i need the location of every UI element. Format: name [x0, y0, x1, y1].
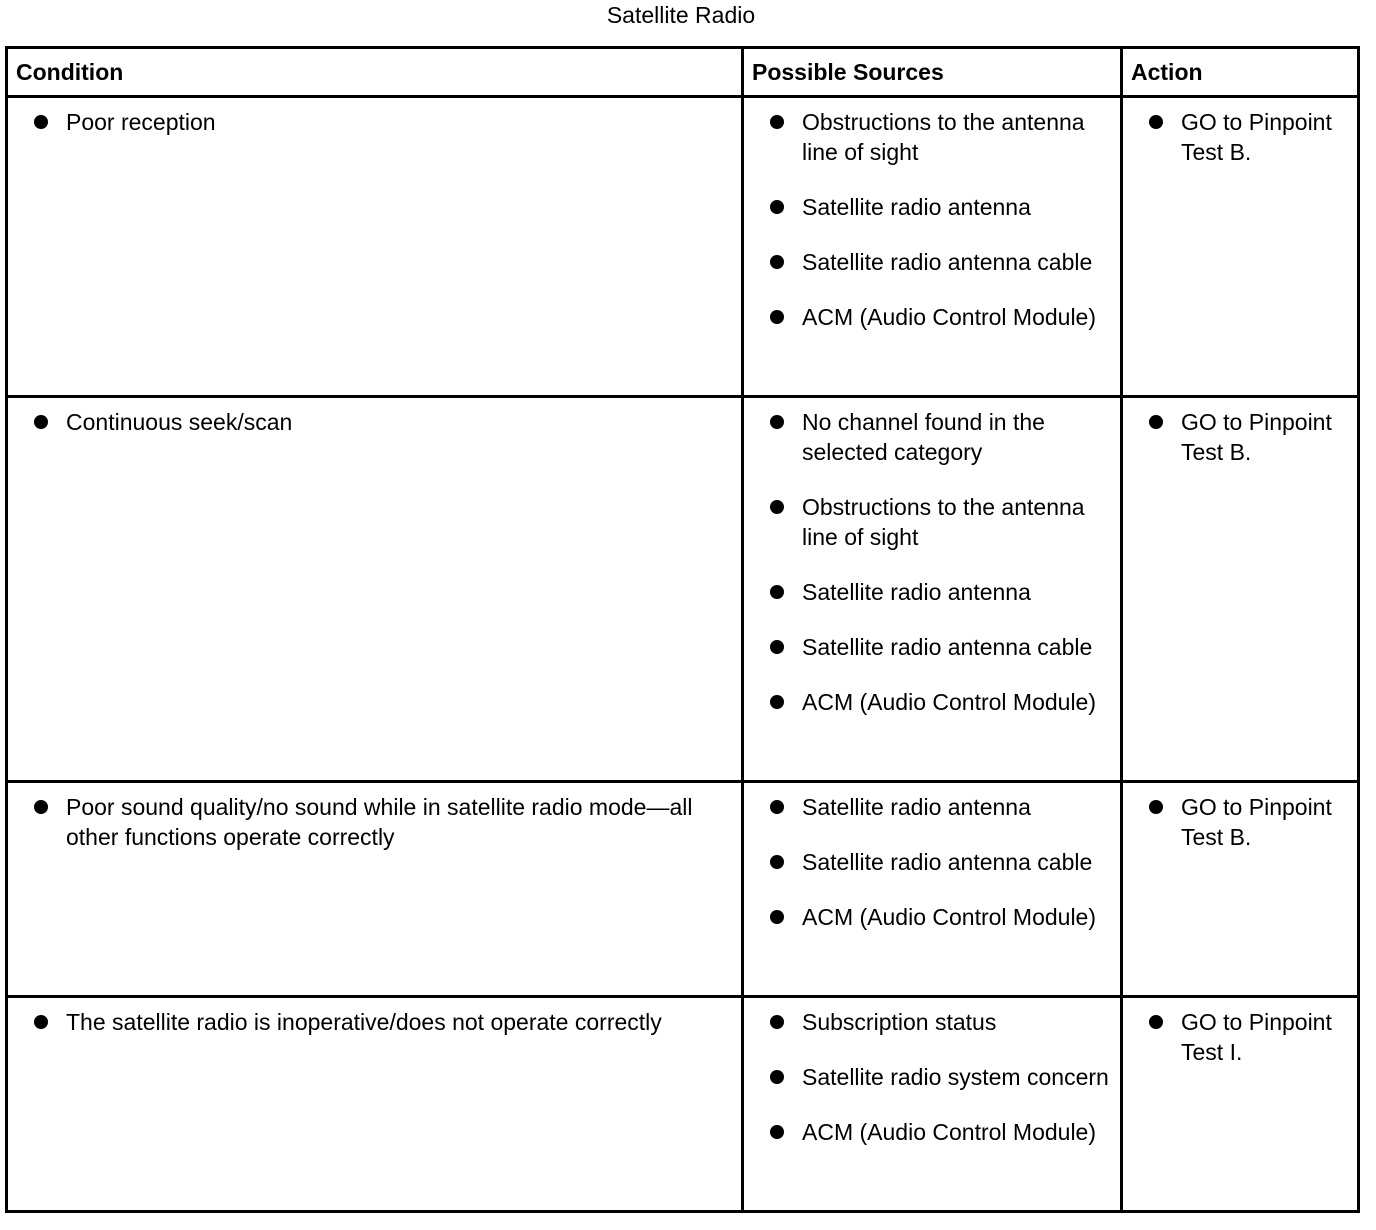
bullet-icon	[34, 800, 48, 814]
source-text: Satellite radio antenna	[802, 794, 1031, 820]
source-text: No channel found in the selected category	[802, 409, 1045, 465]
list-item	[744, 247, 1114, 277]
action-cell	[1122, 97, 1359, 397]
bullet-icon	[770, 695, 784, 709]
condition-cell	[7, 782, 743, 997]
header-action: Action	[1122, 48, 1359, 97]
bullet-icon	[770, 1125, 784, 1139]
source-text: ACM (Audio Control Module)	[802, 689, 1097, 715]
table-row	[7, 397, 1359, 782]
list-item	[1123, 1007, 1351, 1067]
table-row	[7, 782, 1359, 997]
condition-text: The satellite radio is inoperative/does not operate correctly	[66, 1009, 662, 1035]
list-item	[8, 1007, 735, 1037]
bullet-icon	[1149, 415, 1163, 429]
source-text: Satellite radio antenna cable	[802, 849, 1093, 875]
sources-cell	[743, 997, 1122, 1212]
condition-cell	[7, 997, 743, 1212]
bullet-icon	[1149, 115, 1163, 129]
source-text: Obstructions to the antenna line of sight	[802, 494, 1085, 550]
bullet-icon	[1149, 1015, 1163, 1029]
list-item	[744, 792, 1114, 822]
bullet-icon	[770, 310, 784, 324]
source-text: Satellite radio antenna	[802, 579, 1031, 605]
source-text: Satellite radio system concern	[802, 1064, 1109, 1090]
bullet-icon	[770, 255, 784, 269]
source-text: Subscription status	[802, 1009, 997, 1035]
condition-text: Continuous seek/scan	[66, 409, 293, 435]
source-text: ACM (Audio Control Module)	[802, 904, 1097, 930]
source-text: Satellite radio antenna	[802, 194, 1031, 220]
bullet-icon	[770, 800, 784, 814]
bullet-icon	[770, 1070, 784, 1084]
condition-cell	[7, 397, 743, 782]
bullet-icon	[770, 500, 784, 514]
action-cell	[1122, 397, 1359, 782]
list-item	[744, 847, 1114, 877]
list-item	[744, 632, 1114, 662]
source-text: Obstructions to the antenna line of sight	[802, 109, 1085, 165]
bullet-icon	[770, 115, 784, 129]
list-item	[8, 792, 735, 852]
header-possible-sources: Possible Sources	[743, 48, 1122, 97]
bullet-icon	[770, 640, 784, 654]
bullet-icon	[770, 415, 784, 429]
list-item	[744, 407, 1114, 467]
list-item	[744, 687, 1114, 717]
source-text: Satellite radio antenna cable	[802, 249, 1093, 275]
list-item	[744, 192, 1114, 222]
table-row	[7, 997, 1359, 1212]
bullet-icon	[34, 1015, 48, 1029]
header-condition: Condition	[7, 48, 743, 97]
bullet-icon	[770, 910, 784, 924]
condition-text: Poor reception	[66, 109, 216, 135]
list-item	[744, 107, 1114, 167]
source-text: ACM (Audio Control Module)	[802, 1119, 1097, 1145]
list-item	[744, 302, 1114, 332]
bullet-icon	[770, 1015, 784, 1029]
action-text: GO to Pinpoint Test B.	[1181, 109, 1332, 165]
list-item	[1123, 407, 1351, 467]
sources-cell	[743, 397, 1122, 782]
action-cell	[1122, 782, 1359, 997]
list-item	[1123, 107, 1351, 167]
condition-text: Poor sound quality/no sound while in satellite radio mode—all other functions operate correctly	[66, 794, 693, 850]
list-item	[744, 1117, 1114, 1147]
list-item	[8, 407, 735, 437]
list-item	[8, 107, 735, 137]
table-header-row	[7, 48, 1359, 97]
action-text: GO to Pinpoint Test B.	[1181, 794, 1332, 850]
source-text: Satellite radio antenna cable	[802, 634, 1093, 660]
list-item	[1123, 792, 1351, 852]
list-item	[744, 1007, 1114, 1037]
page-title: Satellite Radio	[606, 2, 756, 28]
sources-cell	[743, 782, 1122, 997]
list-item	[744, 492, 1114, 552]
bullet-icon	[34, 115, 48, 129]
bullet-icon	[34, 415, 48, 429]
bullet-icon	[770, 855, 784, 869]
list-item	[744, 902, 1114, 932]
diagnosis-table	[5, 46, 1360, 1213]
table-row	[7, 97, 1359, 397]
source-text: ACM (Audio Control Module)	[802, 304, 1097, 330]
action-text: GO to Pinpoint Test B.	[1181, 409, 1332, 465]
bullet-icon	[1149, 800, 1163, 814]
sources-cell	[743, 97, 1122, 397]
bullet-icon	[770, 585, 784, 599]
action-cell	[1122, 997, 1359, 1212]
list-item	[744, 577, 1114, 607]
condition-cell	[7, 97, 743, 397]
action-text: GO to Pinpoint Test I.	[1181, 1009, 1332, 1065]
list-item	[744, 1062, 1114, 1092]
bullet-icon	[770, 200, 784, 214]
